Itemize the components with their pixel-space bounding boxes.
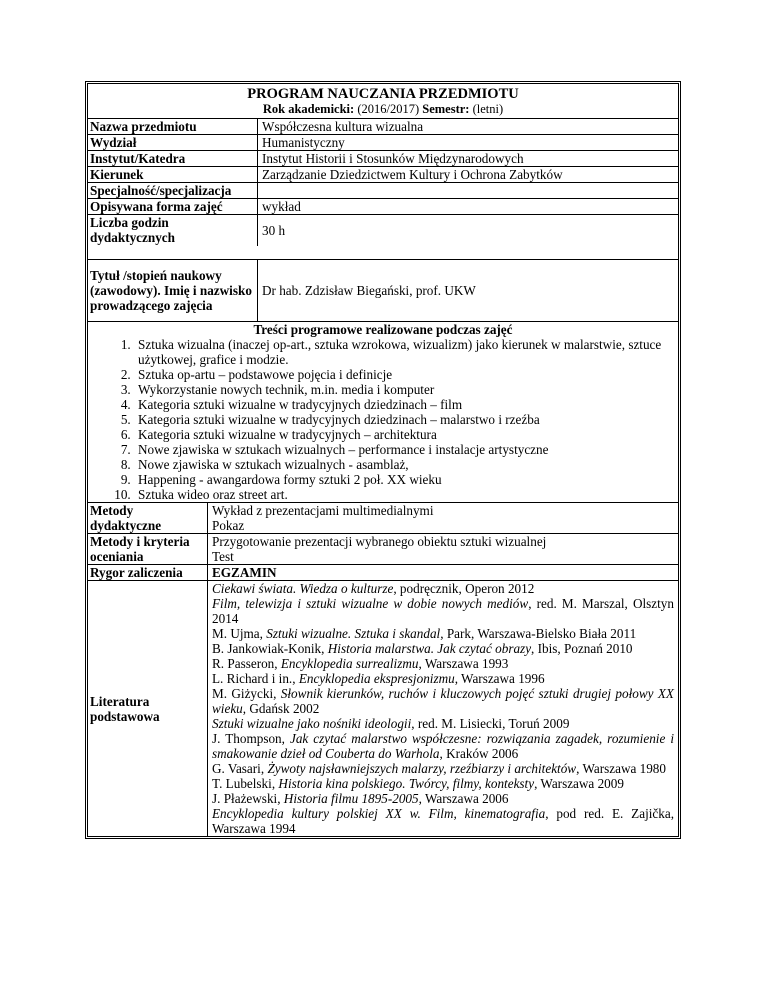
literature-title: Historia kina polskiego. Twórcy, filmy, konteksty <box>278 776 535 791</box>
teacher-value: Dr hab. Zdzisław Biegański, prof. UKW <box>262 283 476 298</box>
literature-publication: , Park, Warszawa-Bielsko Biała 2011 <box>440 626 637 641</box>
info-label: Liczba godzin dydaktycznych <box>88 215 258 246</box>
semester-value: (letni) <box>472 102 504 116</box>
literature-author: L. Richard i in., <box>212 671 299 686</box>
assessment-line-1: Przygotowanie prezentacji wybranego obiektu sztuki wizualnej <box>212 534 547 549</box>
literature-title: Encyklopedia ekspresjonizmu <box>298 671 455 686</box>
info-label: Specjalność/specjalizacja <box>88 183 258 198</box>
info-label: Instytut/Katedra <box>88 151 258 166</box>
syllabus-document <box>85 81 681 839</box>
literature-title: Historia malarstwa. Jak czytać obrazy <box>327 641 532 656</box>
info-value <box>258 183 678 198</box>
literature-entry <box>212 581 674 596</box>
literature-publication: , Warszawa 2006 <box>418 791 509 806</box>
info-row <box>88 151 678 167</box>
literature-row <box>88 581 678 836</box>
literature-author: G. Vasari, <box>212 761 268 776</box>
content-list <box>88 337 678 502</box>
info-row <box>88 215 678 246</box>
literature-entry <box>212 671 674 686</box>
assessment-label: Metody i kryteria oceniania <box>88 534 208 564</box>
info-label: Kierunek <box>88 167 258 182</box>
info-row <box>88 119 678 135</box>
info-value: Współczesna kultura wizualna <box>262 119 424 134</box>
literature-publication: , Ibis, Poznań 2010 <box>531 641 633 656</box>
literature-entry <box>212 686 674 716</box>
literature-entry <box>212 656 674 671</box>
content-section <box>88 322 678 503</box>
literature-title: Film, telewizja i sztuki wizualne w dobie nowych mediów <box>212 596 529 611</box>
header-row <box>88 84 678 119</box>
literature-title: Żywoty najsławniejszych malarzy, rzeźbiarzy i architektów <box>267 761 577 776</box>
academic-year-line <box>88 102 678 118</box>
content-item: 7. Nowe zjawiska w sztukach wizualnych – performance i instalacje artystyczne <box>134 442 674 457</box>
literature-publication: , red. M. Lisiecki, Toruń 2009 <box>411 716 570 731</box>
methods-row <box>88 503 678 534</box>
literature-entry <box>212 731 674 761</box>
info-row <box>88 167 678 183</box>
content-item: 2. Sztuka op-artu – podstawowe pojęcia i definicje <box>134 367 674 382</box>
literature-entry <box>212 626 674 641</box>
teacher-row <box>88 260 678 322</box>
literature-publication: , Warszawa 1993 <box>418 656 509 671</box>
literature-title: Encyklopedia kultury polskiej XX w. Film, kinematografia <box>212 806 546 821</box>
literature-title: Sztuki wizualne. Sztuka i skandal <box>266 626 441 641</box>
literature-entry <box>212 641 674 656</box>
info-value: Instytut Historii i Stosunków Międzynarodowych <box>262 151 524 166</box>
literature-title: Sztuki wizualne jako nośniki ideologii <box>212 716 412 731</box>
year-value: (2016/2017) <box>357 102 420 116</box>
methods-line-1: Wykład z prezentacjami multimedialnymi <box>212 503 434 518</box>
literature-author: B. Jankowiak-Konik, <box>212 641 328 656</box>
content-item: 3. Wykorzystanie nowych technik, m.in. media i komputer <box>134 382 674 397</box>
year-label: Rok akademicki: <box>262 102 355 116</box>
literature-label: Literatura podstawowa <box>88 581 208 836</box>
literature-publication: , Kraków 2006 <box>439 746 519 761</box>
info-row <box>88 199 678 215</box>
literature-title: Historia filmu 1895-2005 <box>283 791 419 806</box>
info-value: 30 h <box>262 223 286 238</box>
literature-entry <box>212 806 674 836</box>
literature-entry <box>212 776 674 791</box>
literature-entry <box>212 716 674 731</box>
content-item: 6. Kategoria sztuki wizualne w tradycyjnych – architektura <box>134 427 674 442</box>
semester-label: Semestr: <box>422 102 470 116</box>
literature-entry <box>212 761 674 776</box>
methods-line-2: Pokaz <box>212 518 245 533</box>
literature-entry <box>212 596 674 626</box>
literature-publication: , Warszawa 1996 <box>454 671 545 686</box>
content-item: 10. Sztuka wideo oraz street art. <box>134 487 674 502</box>
info-label: Opisywana forma zajęć <box>88 199 258 214</box>
assessment-row <box>88 534 678 565</box>
content-item: 9. Happening - awangardowa formy sztuki 2 poł. XX wieku <box>134 472 674 487</box>
blank-spacer-row <box>88 246 678 260</box>
literature-publication: , pod red. E. Zajička, Warszawa 1994 <box>212 806 674 836</box>
methods-label: Metody dydaktyczne <box>88 503 208 533</box>
content-item: 4. Kategoria sztuki wizualne w tradycyjnych dziedzinach – film <box>134 397 674 412</box>
literature-title: Ciekawi świata. Wiedza o kulturze <box>212 581 394 596</box>
info-value: Humanistyczny <box>262 135 345 150</box>
rigor-value: EGZAMIN <box>212 565 277 580</box>
literature-author: R. Passeron, <box>212 656 281 671</box>
literature-publication: , red. M. Marszal, Olsztyn 2014 <box>212 596 674 626</box>
info-label: Wydział <box>88 135 258 150</box>
syllabus-table <box>87 83 679 837</box>
literature-author: T. Lubelski, <box>212 776 279 791</box>
assessment-line-2: Test <box>212 549 234 564</box>
literature-author: J. Thompson, <box>212 731 290 746</box>
info-row <box>88 183 678 199</box>
info-value: Zarządzanie Dziedzictwem Kultury i Ochrona Zabytków <box>262 167 563 182</box>
content-item: 1. Sztuka wizualna (inaczej op-art., sztuka wzrokowa, wizualizm) jako kierunek w malarstwie, sztuce użytkowej, grafice i modzie. <box>134 337 674 367</box>
literature-author: J. Płażewski, <box>212 791 284 806</box>
literature-title: Encyklopedia surrealizmu <box>280 656 419 671</box>
rigor-label: Rygor zaliczenia <box>88 565 208 580</box>
literature-publication: , podręcznik, Operon 2012 <box>393 581 535 596</box>
rigor-row <box>88 565 678 581</box>
literature-list <box>208 581 678 836</box>
content-item: 5. Kategoria sztuki wizualne w tradycyjnych dziedzinach – malarstwo i rzeźba <box>134 412 674 427</box>
literature-author: M. Giżycki, <box>212 686 281 701</box>
literature-publication: , Warszawa 2009 <box>534 776 624 791</box>
literature-publication: , Gdańsk 2002 <box>242 701 320 716</box>
literature-publication: , Warszawa 1980 <box>576 761 666 776</box>
literature-title: Jak czytać malarstwo współczesne: rozwiązania zagadek, rozumienie i smakowanie dzieł od Couberta do Warhola <box>212 731 674 761</box>
content-heading: Treści programowe realizowane podczas zajęć <box>253 322 513 337</box>
info-row <box>88 135 678 151</box>
literature-entry <box>212 791 674 806</box>
literature-title: Słownik kierunków, ruchów i kluczowych pojęć sztuki drugiej połowy XX wieku <box>212 686 674 716</box>
info-value: wykład <box>262 199 301 214</box>
teacher-label: Tytuł /stopień naukowy (zawodowy). Imię i nazwisko prowadzącego zajęcia <box>88 260 258 321</box>
content-item: 8. Nowe zjawiska w sztukach wizualnych - asamblaż, <box>134 457 674 472</box>
info-label: Nazwa przedmiotu <box>88 119 258 134</box>
page-title: PROGRAM NAUCZANIA PRZEDMIOTU <box>247 86 519 102</box>
literature-author: M. Ujma, <box>212 626 267 641</box>
